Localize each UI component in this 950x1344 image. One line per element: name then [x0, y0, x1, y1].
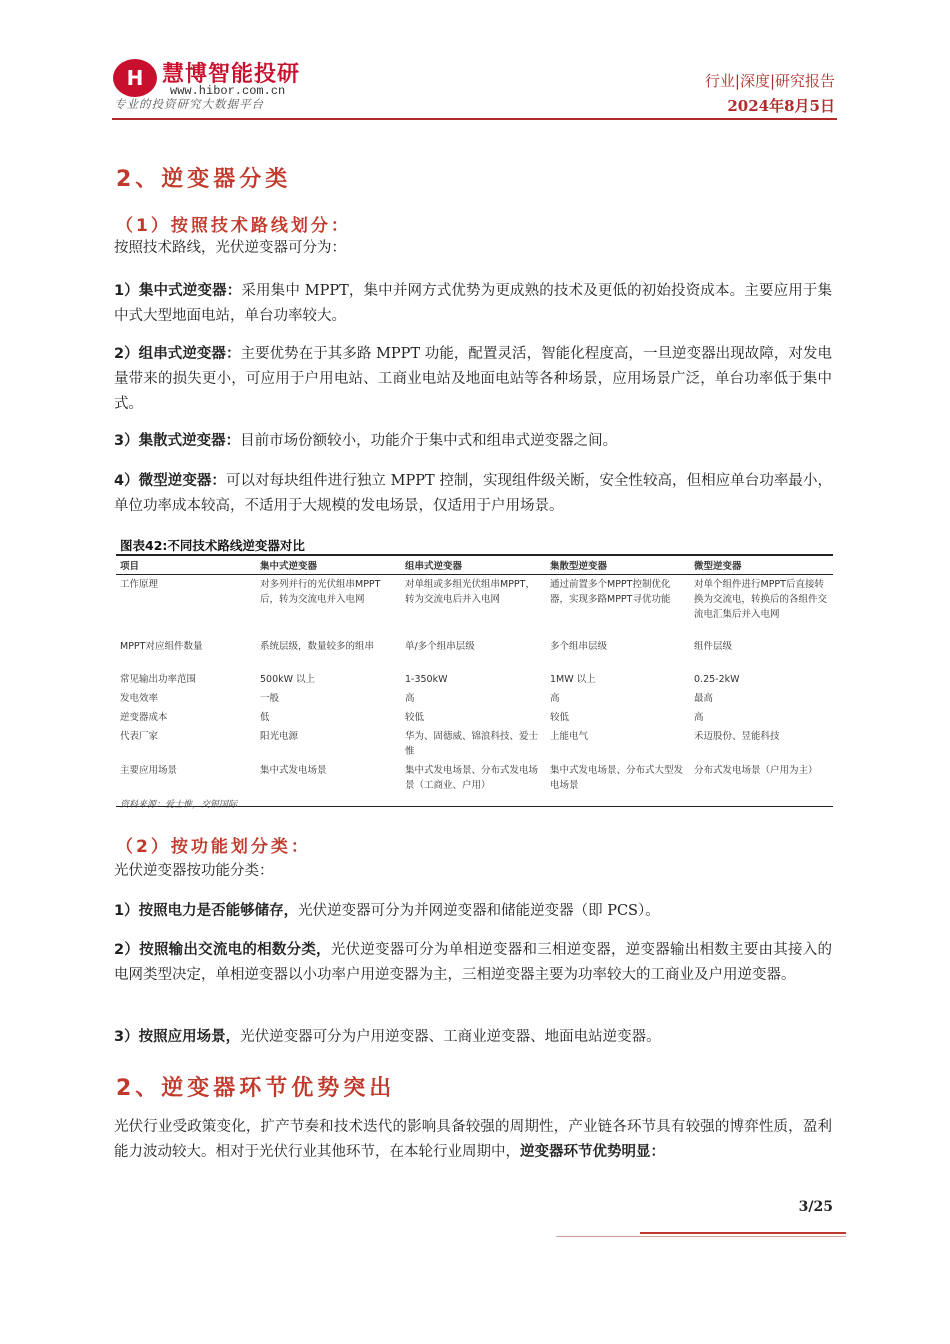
list-item-text: 可以对每块组件进行独立 MPPT 控制，实现组件级关断，安全性较高，但相应单台功率最小，单位功率成本较高，不适用于大规模的发电场景，仅适用于户用场景。	[114, 473, 833, 514]
section-title: 2、逆变器分类	[116, 167, 292, 192]
table-cell: 一般	[260, 692, 280, 704]
table-row	[116, 727, 833, 761]
list-item	[114, 429, 832, 454]
footer-divider	[556, 1236, 846, 1237]
report-date: 2024年8月5日	[727, 97, 835, 115]
list-item	[114, 469, 832, 519]
list-item-text: 主要优势在于其多路 MPPT 功能，配置灵活，智能化程度高，一旦逆变器出现故障，对发电量带来的损失更小，可应用于户用电站、工商业电站及地面电站等各种场景，应用场景广泛，单台功率低于集中式。	[114, 346, 833, 412]
list-item-text: 光伏逆变器可分为并网逆变器和储能逆变器（即 PCS）。	[298, 903, 660, 919]
table-cell: 系统层级，数量较多的组串	[260, 640, 375, 652]
table-source: 资料来源：爱士惟，交银国际	[120, 800, 238, 810]
list-item	[114, 899, 832, 924]
table-cell: 组件层级	[694, 640, 733, 652]
list-item	[114, 938, 832, 988]
table-cell: 500kW 以上	[260, 673, 316, 685]
logo-url: www.hibor.com.cn	[170, 84, 286, 98]
table-title: 图表42:不同技术路线逆变器对比	[120, 538, 305, 553]
table-row	[116, 708, 833, 727]
table-cell: 多个组串层级	[550, 640, 608, 652]
table-cell: 对多列并行的光伏组串MPPT后，转为交流电并入电网	[260, 579, 381, 605]
table-cell: 禾迈股份、昱能科技	[694, 730, 780, 742]
table-header-cell: 微型逆变器	[690, 555, 833, 575]
table-cell: 单/多个组串层级	[405, 640, 475, 652]
table-cell: 最高	[694, 692, 714, 704]
table-header-row	[116, 555, 833, 575]
table-cell: 工作原理	[120, 579, 159, 590]
table-cell: 阳光电源	[260, 730, 299, 742]
subsection-title: （1）按照技术路线划分：	[116, 216, 351, 236]
report-category: 行业|深度|研究报告	[704, 72, 835, 90]
paragraph: 按照技术路线，光伏逆变器可分为：	[114, 240, 346, 256]
logo-slogan: 专业的投资研究大数据平台	[114, 97, 264, 111]
paragraph-emphasis: 逆变器环节优势明显：	[520, 1144, 665, 1160]
table-cell: 集中式发电场景	[256, 761, 401, 807]
table-cell: 通过前置多个MPPT控制优化器，实现多路MPPT寻优功能	[550, 579, 671, 605]
list-item-text: 光伏逆变器可分为户用逆变器、工商业逆变器、地面电站逆变器。	[240, 1029, 661, 1045]
paragraph: 光伏逆变器按功能分类：	[114, 863, 274, 879]
table-cell: 0.25-2kW	[694, 673, 740, 685]
table-cell: 高	[405, 692, 415, 704]
logo-text: 慧博智能投研	[162, 62, 301, 87]
list-item-lead: 3）按照应用场景，	[114, 1029, 241, 1045]
table-cell: 分布式发电场景（户用为主）	[690, 761, 833, 807]
list-item	[114, 279, 832, 329]
table-row	[116, 637, 833, 670]
list-item-text: 光伏逆变器可分为单相逆变器和三相逆变器，逆变器输出相数主要由其接入的电网类型决定，单相逆变器以小功率户用逆变器为主，三相逆变器主要为功率较大的工商业及户用逆变器。	[114, 942, 832, 983]
table-cell: 华为、固德威、锦浪科技、爱士惟	[405, 730, 539, 757]
table-cell: 代表厂家	[120, 730, 159, 742]
table-cell: 对单个组件进行MPPT后直接转换为交流电，转换后的各组件交流电汇集后并入电网	[694, 579, 828, 620]
table-cell: 高	[550, 692, 560, 704]
footer-divider-accent	[640, 1232, 846, 1234]
list-item-lead: 3）集散式逆变器：	[114, 433, 241, 449]
table-header-cell: 组串式逆变器	[401, 555, 546, 575]
list-item-lead: 2）组串式逆变器：	[114, 346, 241, 362]
table-cell: 较低	[550, 711, 570, 723]
table-row	[116, 575, 833, 637]
page-number: 3/25	[798, 1199, 833, 1215]
table-cell: 常见输出功率范围	[120, 673, 197, 685]
header-divider	[112, 118, 837, 120]
table-cell: 发电效率	[120, 692, 159, 704]
list-item-lead: 2）按照输出交流电的相数分类，	[114, 942, 331, 958]
table-cell: 集中式发电场景、分布式发电场景（工商业、户用）	[401, 761, 546, 807]
table-header-cell: 集中式逆变器	[256, 555, 401, 575]
table-cell: 逆变器成本	[120, 711, 168, 723]
list-item-lead: 4）微型逆变器：	[114, 473, 226, 489]
table-cell: 1-350kW	[405, 673, 448, 685]
list-item	[114, 342, 832, 417]
list-item	[114, 1025, 832, 1050]
table-cell: 主要应用场景	[116, 761, 256, 807]
table-cell: MPPT对应组件数量	[120, 640, 203, 652]
table-cell: 1MW 以上	[550, 673, 596, 685]
list-item-lead: 1）按照电力是否能够储存，	[114, 903, 299, 919]
table-header-cell: 集散型逆变器	[546, 555, 690, 575]
subsection-title: （2）按功能划分类：	[116, 837, 311, 857]
logo-mark-letter: H	[126, 66, 144, 90]
table-cell: 高	[694, 711, 704, 723]
paragraph-text: 光伏行业受政策变化，扩产节奏和技术迭代的影响具备较强的周期性，产业链各环节具有较强的博弈性质，盈利能力波动较大。相对于光伏行业其他环节，在本轮行业周期中，	[114, 1119, 832, 1160]
comparison-table	[116, 554, 833, 807]
logo-icon	[112, 58, 158, 98]
table-header-cell: 项目	[116, 555, 256, 575]
list-item-text: 采用集中 MPPT，集中并网方式优势为更成熟的技术及更低的初始投资成本。主要应用于集中式大型地面电站，单台功率较大。	[114, 283, 832, 324]
paragraph	[114, 1115, 832, 1165]
table-cell: 低	[260, 711, 270, 723]
table-cell: 较低	[405, 711, 425, 723]
table-cell: 上能电气	[550, 730, 589, 742]
section-title: 2、逆变器环节优势突出	[116, 1076, 396, 1101]
table-row	[116, 670, 833, 689]
table-cell: 对单组或多组光伏组串MPPT，转为交流电后并入电网	[405, 579, 535, 605]
table-row	[116, 689, 833, 708]
list-item-text: 目前市场份额较小，功能介于集中式和组串式逆变器之间。	[240, 433, 618, 449]
table-cell: 集中式发电场景、分布式大型发电场景	[546, 761, 690, 807]
list-item-lead: 1）集中式逆变器：	[114, 283, 242, 299]
